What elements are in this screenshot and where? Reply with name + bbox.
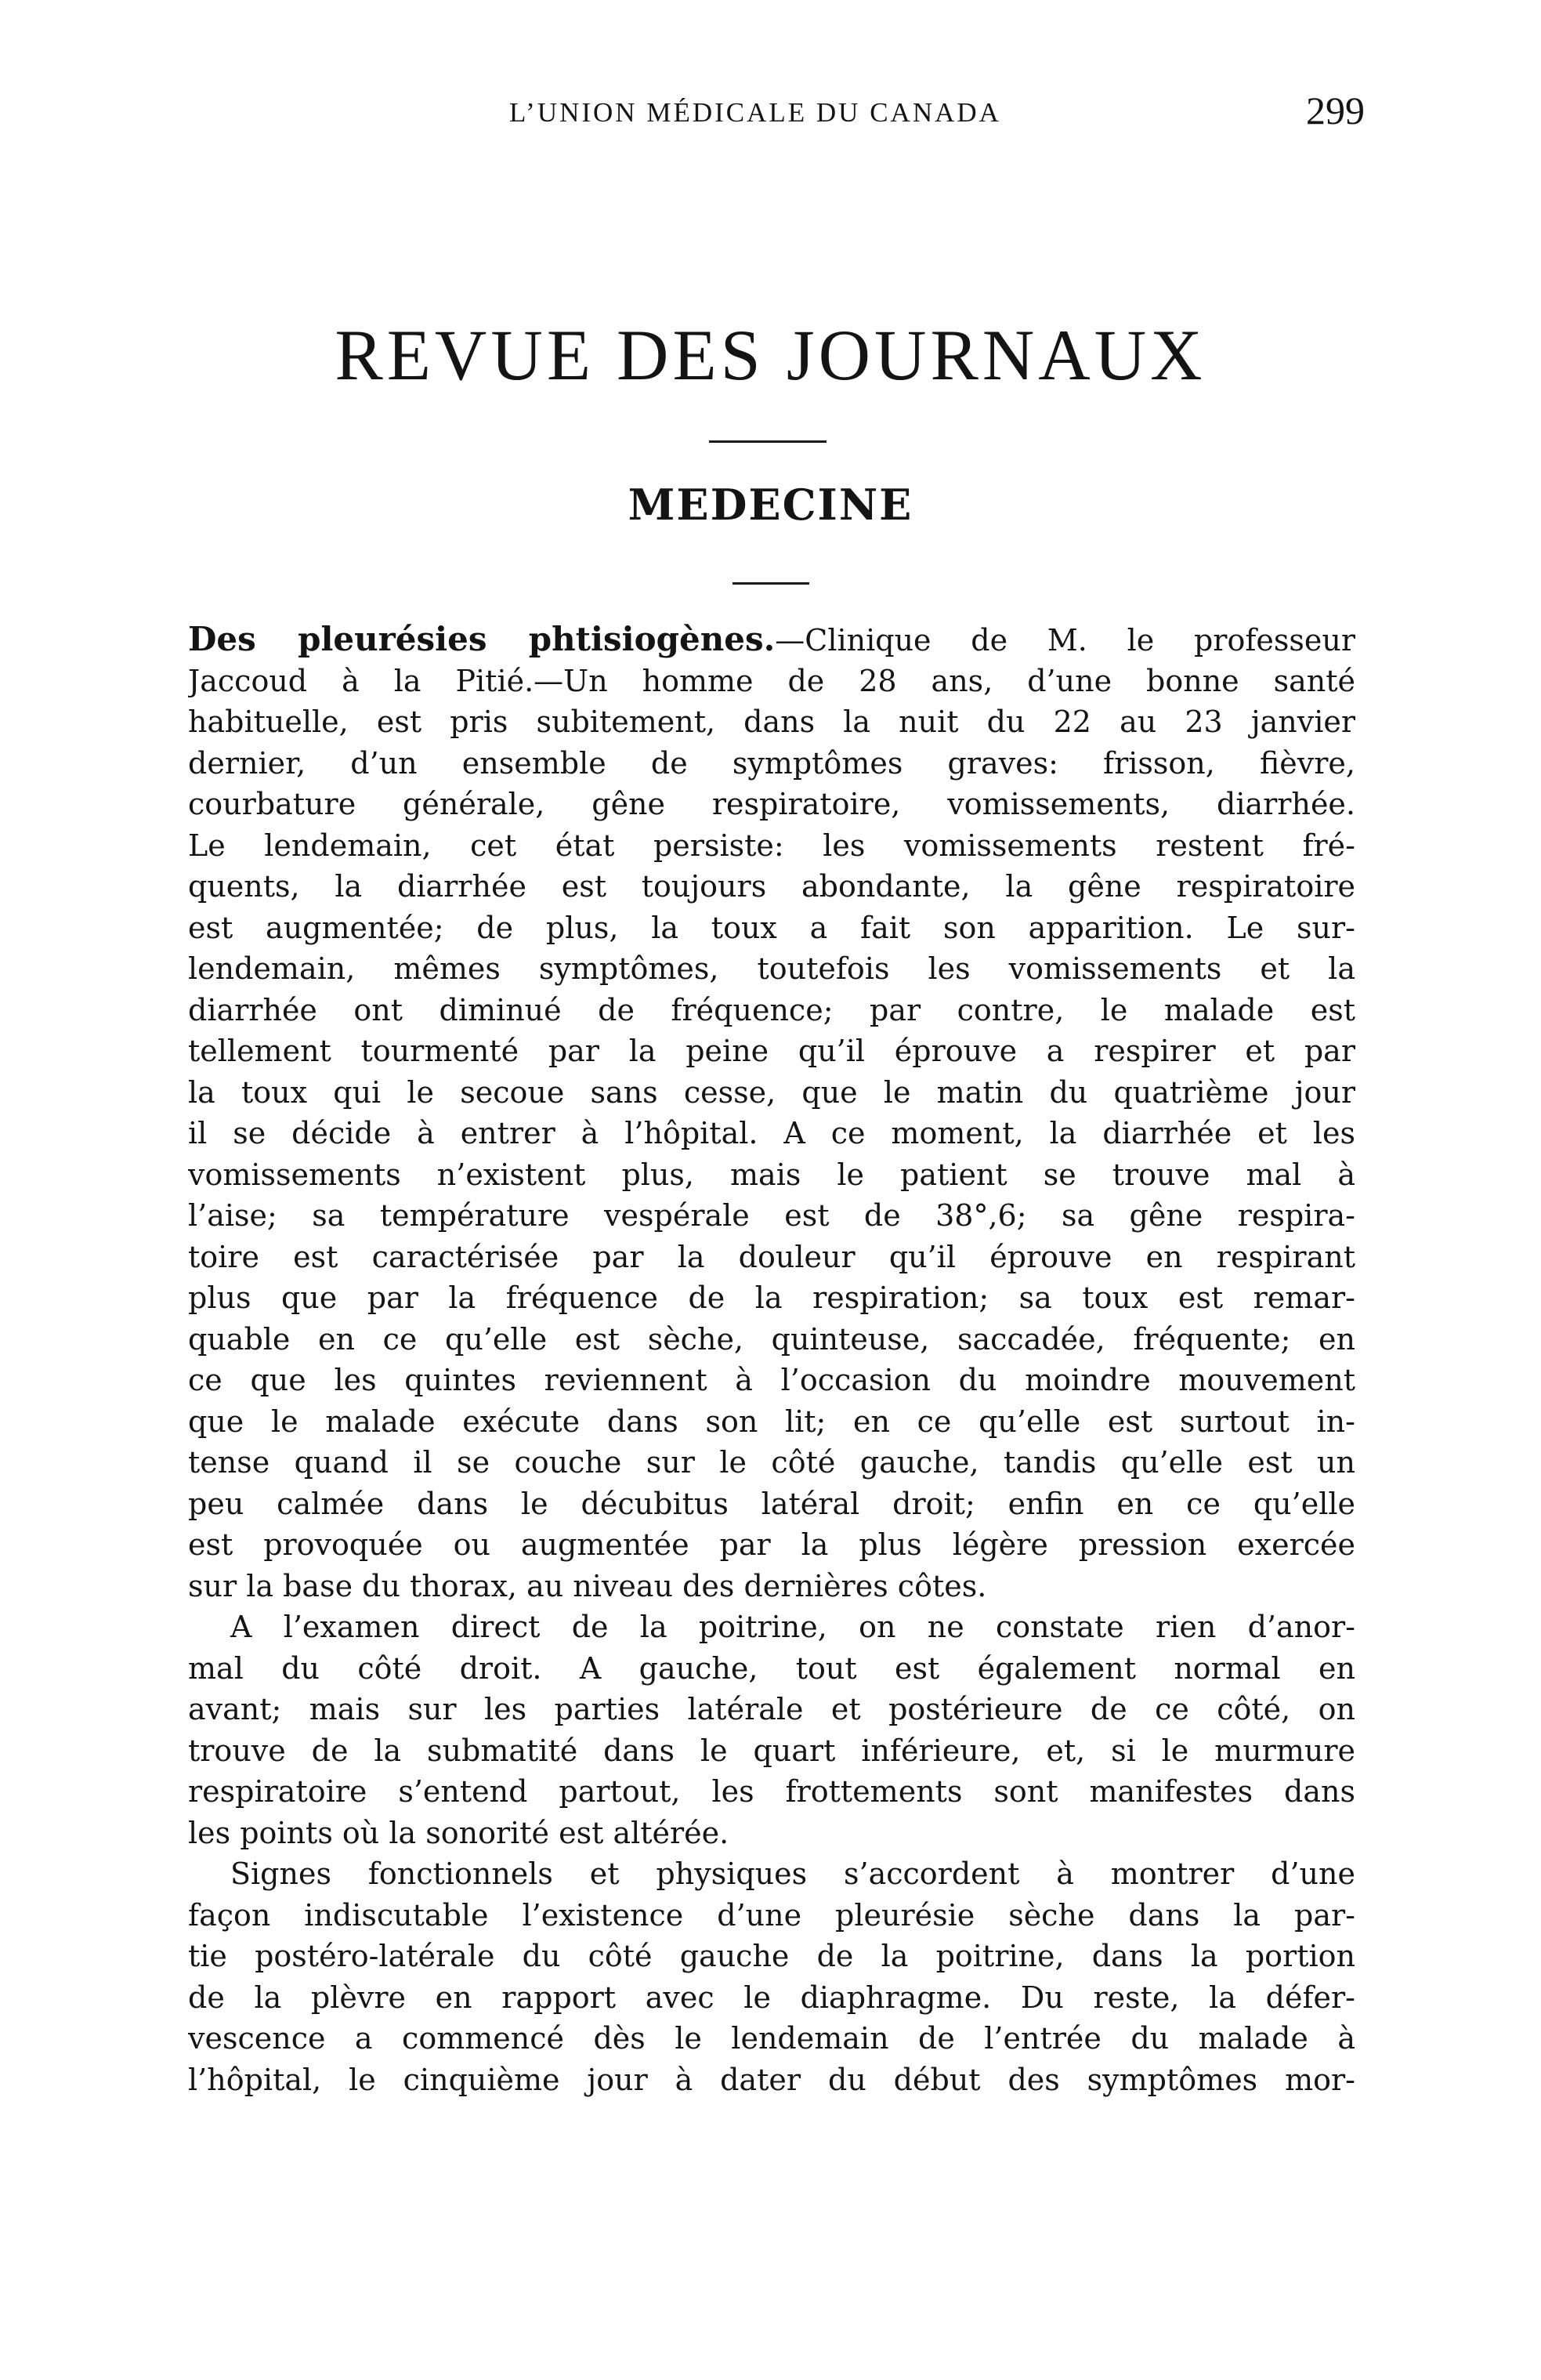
- article-first-line: [188, 619, 1355, 661]
- text-line: lendemain, mêmes symptômes, toutefois les vomissements et la: [188, 951, 1355, 986]
- text-line: façon indiscutable l’existence d’une pleurésie sèche dans la par-: [188, 1897, 1355, 1933]
- text-line: de la plèvre en rapport avec le diaphragme. Du reste, la défer-: [188, 1980, 1355, 2015]
- divider-rule-top: [709, 440, 827, 443]
- text-line: la toux qui le secoue sans cesse, que le matin du quatrième jour: [188, 1074, 1355, 1110]
- text-line: mal du côté droit. A gauche, tout est également normal en: [188, 1650, 1355, 1686]
- text-line: est augmentée; de plus, la toux a fait son apparition. Le sur-: [188, 910, 1355, 945]
- text-line: l’aise; sa température vespérale est de 38°,6; sa gêne respira-: [188, 1198, 1355, 1233]
- text-line: plus que par la fréquence de la respiration; sa toux est remar-: [188, 1281, 1355, 1315]
- text-line: diarrhée ont diminué de fréquence; par contre, le malade est: [188, 992, 1355, 1027]
- subsection-title: MEDECINE: [628, 480, 913, 530]
- text-line: ce que les quintes reviennent à l’occasion du moindre mouvement: [188, 1363, 1355, 1397]
- article-body: [188, 619, 1355, 2100]
- text-line: l’hôpital, le cinquième jour à dater du début des symptômes mor-: [188, 2062, 1355, 2097]
- divider-rule-bottom: [733, 582, 809, 585]
- running-head: [0, 88, 1541, 135]
- text-line: Signes fonctionnels et physiques s’accordent à montrer d’une: [230, 1857, 1355, 1891]
- article-heading: Des pleurésies phtisiogènes.: [188, 620, 776, 658]
- text-line: vescence a commencé dès le lendemain de l’entrée du malade à: [188, 2021, 1355, 2056]
- text-line: peu calmée dans le décubitus latéral droit; enfin en ce qu’elle: [188, 1486, 1355, 1521]
- text-line: vomissements n’existent plus, mais le patient se trouve mal à: [188, 1157, 1355, 1192]
- text-line: quents, la diarrhée est toujours abondante, la gêne respiratoire: [188, 869, 1355, 904]
- text-line: trouve de la submatité dans le quart inférieure, et, si le murmure: [188, 1733, 1355, 1768]
- text-line: toire est caractérisée par la douleur qu’il éprouve en respirant: [188, 1239, 1355, 1274]
- text-line: tellement tourmenté par la peine qu’il éprouve a respirer et par: [188, 1034, 1355, 1068]
- running-title: L’UNION MÉDICALE DU CANADA: [509, 97, 1001, 128]
- text-line: il se décide à entrer à l’hôpital. A ce moment, la diarrhée et les: [188, 1116, 1355, 1150]
- text-line: A l’examen direct de la poitrine, on ne constate rien d’anor-: [230, 1610, 1355, 1644]
- text-line: respiratoire s’entend partout, les frottements sont manifestes dans: [188, 1774, 1355, 1809]
- text-line: les points où la sonorité est altérée.: [188, 1815, 729, 1850]
- text-line: tense quand il se couche sur le côté gauche, tandis qu’elle est un: [188, 1445, 1355, 1480]
- text-line: courbature générale, gêne respiratoire, vomissements, diarrhée.: [188, 787, 1355, 821]
- text-line: que le malade exécute dans son lit; en ce qu’elle est surtout in-: [188, 1404, 1355, 1439]
- text-line: Le lendemain, cet état persiste: les vomissements restent fré-: [188, 828, 1355, 863]
- text-line: quable en ce qu’elle est sèche, quinteuse, saccadée, fréquente; en: [188, 1321, 1355, 1357]
- text-line: dernier, d’un ensemble de symptômes graves: frisson, fièvre,: [188, 745, 1355, 781]
- article-byline: —Clinique de M. le professeur: [775, 623, 1355, 657]
- text-line: habituelle, est pris subitement, dans la nuit du 22 au 23 janvier: [188, 705, 1355, 739]
- text-line: Jaccoud à la Pitié.—Un homme de 28 ans, d’une bonne santé: [188, 663, 1355, 698]
- page-number: 299: [1306, 89, 1365, 132]
- text-line: tie postéro-latérale du côté gauche de la poitrine, dans la portion: [188, 1939, 1355, 1973]
- text-line: avant; mais sur les parties latérale et postérieure de ce côté, on: [188, 1692, 1355, 1726]
- text-line: sur la base du thorax, au niveau des dernières côtes.: [188, 1568, 987, 1603]
- text-line: est provoquée ou augmentée par la plus légère pression exercée: [188, 1527, 1355, 1562]
- section-title: REVUE DES JOURNAUX: [335, 315, 1206, 395]
